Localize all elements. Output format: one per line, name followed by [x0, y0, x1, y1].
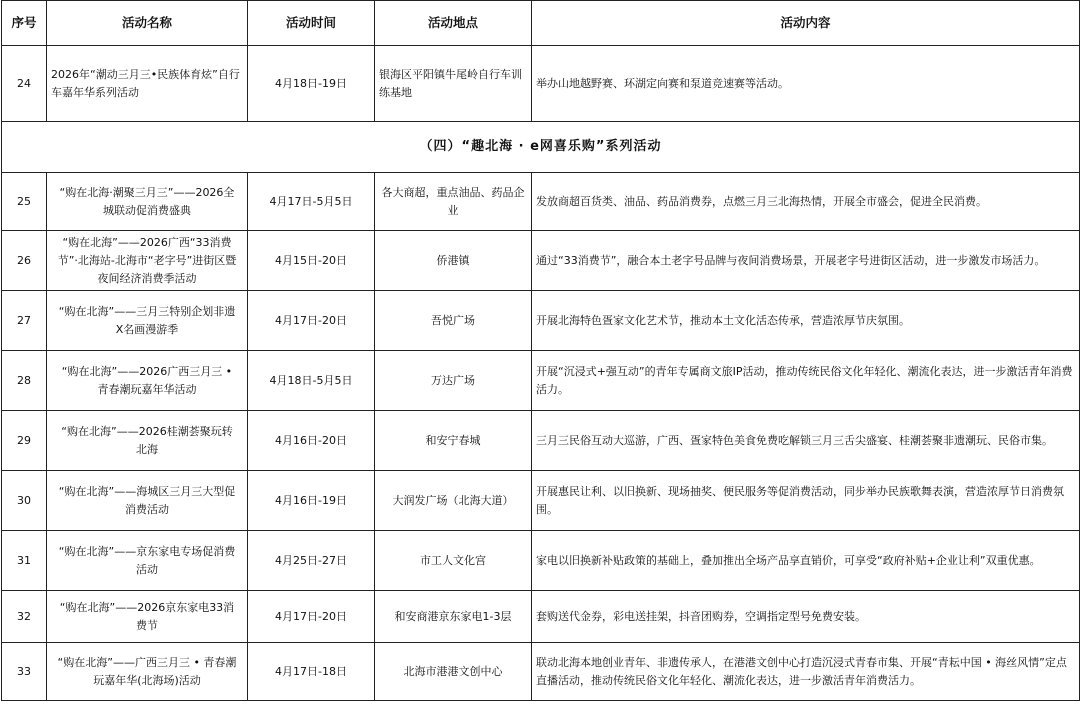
header-place: 活动地点 — [375, 1, 532, 46]
section-title: （四）“趣北海 · e网喜乐购”系列活动 — [2, 122, 1080, 173]
row-place: 吾悦广场 — [375, 291, 532, 351]
row-no: 28 — [2, 351, 47, 411]
row-name: “购在北海·潮聚三月三”——2026全城联动促消费盛典 — [47, 173, 248, 231]
row-no: 26 — [2, 231, 47, 291]
header-time: 活动时间 — [248, 1, 375, 46]
row-name: “购在北海”——广西三月三 • 青春潮玩嘉年华(北海场)活动 — [47, 643, 248, 701]
row-content: 三月三民俗互动大巡游，广西、疍家特色美食免费吃解锁三月三舌尖盛宴、桂潮荟聚非遗潮玩、民俗市集。 — [532, 411, 1080, 471]
section-row — [2, 122, 1080, 173]
row-name: “购在北海”——2026桂潮荟聚玩转北海 — [47, 411, 248, 471]
row-place: 银海区平阳镇牛尾岭自行车训练基地 — [375, 46, 532, 122]
table-row — [2, 173, 1080, 231]
row-place: 大润发广场（北海大道） — [375, 471, 532, 531]
row-place: 万达广场 — [375, 351, 532, 411]
activity-table — [1, 0, 1080, 701]
row-place: 市工人文化宫 — [375, 531, 532, 591]
row-time: 4月16日-19日 — [248, 471, 375, 531]
row-no: 30 — [2, 471, 47, 531]
row-content: 开展北海特色疍家文化艺术节，推动本土文化活态传承，营造浓厚节庆氛围。 — [532, 291, 1080, 351]
table-row — [2, 411, 1080, 471]
table-row — [2, 46, 1080, 122]
header-name: 活动名称 — [47, 1, 248, 46]
row-content: 发放商超百货类、油品、药品消费券，点燃三月三北海热情，开展全市盛会，促进全民消费。 — [532, 173, 1080, 231]
row-name: “购在北海”——海城区三月三大型促消费活动 — [47, 471, 248, 531]
row-name: “购在北海”——2026京东家电33消费节 — [47, 591, 248, 643]
row-name: “购在北海”——2026广西三月三 • 青春潮玩嘉年华活动 — [47, 351, 248, 411]
row-content: 开展“沉浸式+强互动”的青年专属商文旅IP活动，推动传统民俗文化年轻化、潮流化表达，进一步激活青年消费活力。 — [532, 351, 1080, 411]
row-no: 25 — [2, 173, 47, 231]
row-no: 27 — [2, 291, 47, 351]
row-no: 29 — [2, 411, 47, 471]
table-row — [2, 643, 1080, 701]
table-row — [2, 471, 1080, 531]
row-place: 和安宁春城 — [375, 411, 532, 471]
row-name: “购在北海”——京东家电专场促消费活动 — [47, 531, 248, 591]
row-place: 侨港镇 — [375, 231, 532, 291]
row-content: 通过“33消费节”，融合本土老字号品牌与夜间消费场景，开展老字号进街区活动，进一步激发市场活力。 — [532, 231, 1080, 291]
row-place: 北海市港港文创中心 — [375, 643, 532, 701]
header-row — [2, 1, 1080, 46]
row-content: 举办山地越野赛、环湖定向赛和泵道竞速赛等活动。 — [532, 46, 1080, 122]
row-time: 4月18日-19日 — [248, 46, 375, 122]
row-time: 4月15日-20日 — [248, 231, 375, 291]
table-row — [2, 231, 1080, 291]
table-row — [2, 531, 1080, 591]
row-no: 33 — [2, 643, 47, 701]
row-name: 2026年“潮动三月三•民族体育炫”自行车嘉年华系列活动 — [47, 46, 248, 122]
row-no: 24 — [2, 46, 47, 122]
row-time: 4月25日-27日 — [248, 531, 375, 591]
row-time: 4月17日-5月5日 — [248, 173, 375, 231]
row-time: 4月17日-20日 — [248, 591, 375, 643]
row-no: 31 — [2, 531, 47, 591]
row-content: 家电以旧换新补贴政策的基础上，叠加推出全场产品享直销价，可享受“政府补贴+企业让利”双重优惠。 — [532, 531, 1080, 591]
header-content: 活动内容 — [532, 1, 1080, 46]
row-time: 4月17日-20日 — [248, 291, 375, 351]
table-row — [2, 591, 1080, 643]
table-row — [2, 351, 1080, 411]
row-content: 套购送代金券，彩电送挂架，抖音团购券，空调指定型号免费安装。 — [532, 591, 1080, 643]
row-no: 32 — [2, 591, 47, 643]
row-time: 4月18日-5月5日 — [248, 351, 375, 411]
row-time: 4月17日-18日 — [248, 643, 375, 701]
row-name: “购在北海”——三月三特别企划非遗X名画漫游季 — [47, 291, 248, 351]
row-place: 各大商超，重点油品、药品企业 — [375, 173, 532, 231]
header-no: 序号 — [2, 1, 47, 46]
row-content: 开展惠民让利、以旧换新、现场抽奖、便民服务等促消费活动，同步举办民族歌舞表演，营造浓厚节日消费氛围。 — [532, 471, 1080, 531]
table-row — [2, 291, 1080, 351]
row-content: 联动北海本地创业青年、非遗传承人，在港港文创中心打造沉浸式青春市集、开展“青耘中国 • 海丝风情”定点直播活动，推动传统民俗文化年轻化、潮流化表达，进一步激活青年消费活力。 — [532, 643, 1080, 701]
row-time: 4月16日-20日 — [248, 411, 375, 471]
row-name: “购在北海”——2026广西“33消费节”·北海站-北海市“老字号”进街区暨夜间经济消费季活动 — [47, 231, 248, 291]
row-place: 和安商港京东家电1-3层 — [375, 591, 532, 643]
